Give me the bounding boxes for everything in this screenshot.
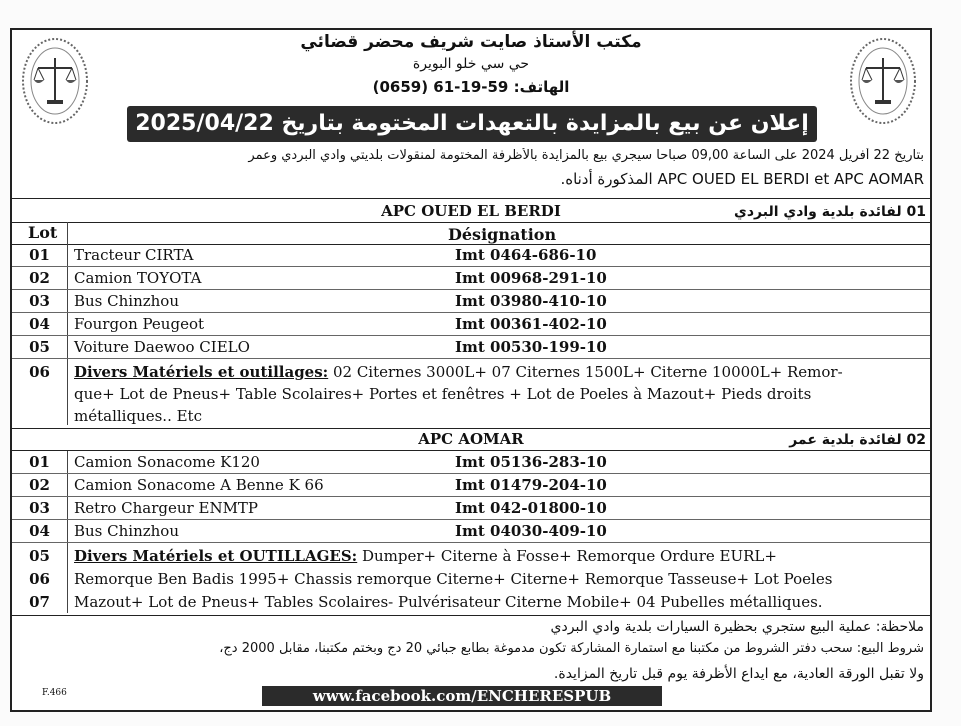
item-registration: Imt 00968-291-10 <box>455 269 607 287</box>
divers-line-2: Remorque Ben Badis 1995+ Chassis remorque Citerne+ Citerne+ Remorque Tasseuse+ Lot Poeles <box>74 570 833 588</box>
table-row <box>12 313 930 336</box>
facebook-link[interactable]: www.facebook.com/ENCHERESPUB <box>262 686 662 706</box>
divider <box>12 198 930 199</box>
item-registration: Imt 00530-199-10 <box>455 338 607 356</box>
justice-scales-logo-right <box>848 36 918 126</box>
item-registration: Imt 05136-283-10 <box>455 453 607 471</box>
lot-number: 07 <box>29 593 50 611</box>
lot-number: 01 <box>12 451 68 473</box>
table-row <box>12 267 930 290</box>
lot-number: 06 <box>29 570 50 588</box>
note-conditions: شروط البيع: سحب دفتر الشروط من مكتبنا مع استمارة المشاركة تكون مدموغة بطابع جبائي 20 دج وبختم مكتبنا، مقابل 2000 دج، <box>219 641 924 656</box>
lot-number: 05 <box>29 547 50 565</box>
announcement-banner: إعلان عن بيع بالمزايدة بالتعهدات المختومة بتاريخ 2025/04/22 <box>127 106 817 142</box>
section2-arabic-title: 02 لفائدة بلدية عمر <box>789 432 926 448</box>
section1-arabic-title: 01 لفائدة بلدية وادي البردي <box>734 204 926 220</box>
column-header-lot: Lot <box>28 223 58 242</box>
table-row <box>12 497 930 520</box>
lot-number: 02 <box>12 474 68 496</box>
office-name: مكتب الأستاذ صايت شريف محضر قضائي <box>300 32 642 52</box>
item-designation: Fourgon Peugeot <box>74 315 205 333</box>
divers-line-3: Mazout+ Lot de Pneus+ Tables Scolaires- Pulvérisateur Citerne Mobile+ 04 Pubelles métalliques. <box>74 593 823 611</box>
column-divider <box>67 543 68 613</box>
item-registration: Imt 0464-686-10 <box>455 246 597 264</box>
item-registration: Imt 01479-204-10 <box>455 476 607 494</box>
item-designation: Bus Chinzhou <box>74 522 179 540</box>
table-row <box>12 451 930 474</box>
lot-number: 05 <box>12 336 68 358</box>
divider <box>12 615 930 616</box>
column-divider <box>67 222 68 244</box>
section1-title: APC OUED EL BERDI <box>381 202 561 220</box>
intro-line-2: APC OUED EL BERDI et APC AOMAR المذكورة أدناه. <box>560 170 924 188</box>
divers-text: Dumper+ Citerne à Fosse+ Remorque Ordure EURL+ <box>357 547 777 565</box>
divers-line-1 <box>74 361 922 383</box>
divider <box>12 428 930 429</box>
item-registration: Imt 042-01800-10 <box>455 499 607 517</box>
table-row <box>12 244 930 267</box>
lot-number: 06 <box>29 363 50 381</box>
divers-label: Divers Matériels et OUTILLAGES: <box>74 547 358 565</box>
lot-number: 03 <box>12 290 68 312</box>
divider <box>12 222 930 223</box>
divers-line-3: métalliques.. Etc <box>74 407 202 425</box>
office-phone: الهاتف: 59-19-61 (0659) <box>372 78 570 96</box>
divers-text: 02 Citernes 3000L+ 07 Citernes 1500L+ Citerne 10000L+ Remor- <box>328 363 843 381</box>
item-designation: Camion Sonacome A Benne K 66 <box>74 476 324 494</box>
column-header-designation: Désignation <box>448 225 557 244</box>
item-designation: Retro Chargeur ENMTP <box>74 499 259 517</box>
reference-code: F.466 <box>42 688 67 698</box>
divers-label: Divers Matériels et outillages: <box>74 363 329 381</box>
table-row <box>12 474 930 497</box>
lot-number: 01 <box>12 244 68 266</box>
lot-number: 03 <box>12 497 68 519</box>
note-location: ملاحظة: عملية البيع ستجري بحظيرة السيارات بلدية وادي البردي <box>550 619 924 635</box>
office-address: حي سي خلو البويرة <box>412 56 530 72</box>
divers-line-2: que+ Lot de Pneus+ Table Scolaires+ Portes et fenêtres + Lot de Poeles à Mazout+ Pieds droits <box>74 385 812 403</box>
item-designation: Voiture Daewoo CIELO <box>74 338 250 356</box>
section2-title: APC AOMAR <box>418 430 524 448</box>
item-registration: Imt 04030-409-10 <box>455 522 607 540</box>
column-divider <box>67 359 68 425</box>
item-registration: Imt 00361-402-10 <box>455 315 607 333</box>
lot-number: 04 <box>12 520 68 542</box>
intro-line-1: بتاريخ 22 أفريل 2024 على الساعة 09,00 صباحا سيجري بيع بالمزايدة بالأظرفة المختومة لمنقولات بلديتي وادي البردي وعمر <box>248 148 924 163</box>
divers-line-1 <box>74 545 922 567</box>
item-designation: Camion TOYOTA <box>74 269 202 287</box>
item-registration: Imt 03980-410-10 <box>455 292 607 310</box>
announcement-frame <box>10 28 932 712</box>
item-designation: Camion Sonacome K120 <box>74 453 260 471</box>
justice-scales-logo-left <box>20 36 90 126</box>
lot-number: 04 <box>12 313 68 335</box>
note-envelopes: ولا تقبل الورقة العادية، مع ايداع الأظرفة يوم قبل تاريخ المزايدة. <box>553 666 924 682</box>
table-row <box>12 336 930 359</box>
item-designation: Tracteur CIRTA <box>74 246 194 264</box>
item-designation: Bus Chinzhou <box>74 292 179 310</box>
table-row <box>12 290 930 313</box>
table-row <box>12 520 930 543</box>
lot-number: 02 <box>12 267 68 289</box>
